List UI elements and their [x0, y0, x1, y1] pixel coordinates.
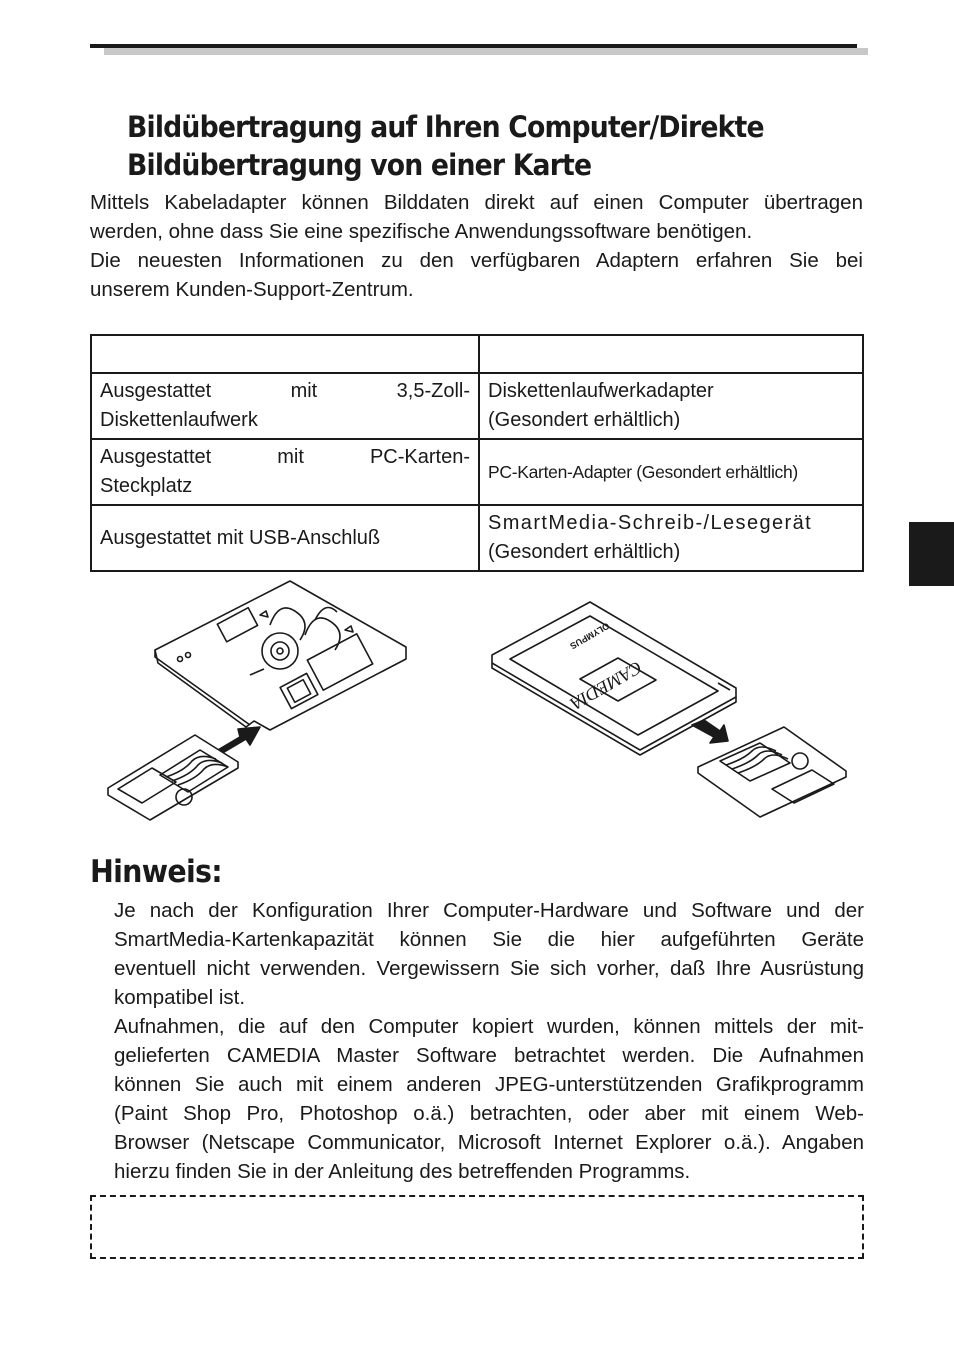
table-cell-computer: [91, 373, 479, 439]
floppy-adapter-drawing: [155, 581, 406, 730]
note-line: können Sie auch mit einem anderen JPEG-unterstützenden Grafikprogramm: [114, 1073, 864, 1096]
cell-word: mit: [277, 446, 304, 468]
page-title-line-2: Bildübertragung von einer Karte: [127, 148, 592, 182]
adapter-illustration: [100, 575, 860, 840]
card-label: CAMEDIA: [567, 657, 646, 715]
table-cell-computer: [91, 439, 479, 505]
cell-word: PC-Karten-: [369, 446, 470, 468]
table-header-cell: [479, 335, 863, 373]
table-header-row: [91, 335, 863, 373]
note-line: SmartMedia-Kartenkapazität können Sie die hier aufgeführten Geräte: [114, 928, 864, 951]
cell-line: Ausgestattet mit USB-Anschluß: [100, 526, 381, 549]
note-line: eventuell nicht verwenden. Vergewissern Sie sich vorher, daß Ihre Ausrüstung: [114, 957, 864, 980]
cell-line: SmartMedia-Schreib-/Lesegerät: [488, 512, 813, 534]
cell-word: Diskettenlaufwerk: [100, 409, 258, 431]
page-title: [127, 108, 808, 184]
note-heading: Hinweis:: [90, 854, 222, 890]
cell-line: (Gesondert erhältlich): [488, 541, 681, 563]
note-line: (Paint Shop Pro, Photoshop o.ä.) betrachten, oder aber mit einem Web-: [114, 1102, 864, 1125]
table-cell-adapter: [479, 373, 863, 439]
cell-line: (Gesondert erhältlich): [488, 409, 681, 431]
header-rule: [90, 44, 857, 48]
cell-word: Ausgestattet: [100, 446, 212, 468]
section-tab-marker: [909, 522, 954, 586]
table-row: [91, 439, 863, 505]
note-line: Browser (Netscape Communicator, Microsoft Internet Explorer o.ä.). Angaben: [114, 1131, 864, 1154]
note-line: hierzu finden Sie in der Anleitung des betreffenden Programms.: [114, 1160, 691, 1183]
cell-word: Ausgestattet: [100, 380, 212, 402]
table-row: [91, 505, 863, 571]
intro-text: [90, 188, 863, 304]
table-header-cell: [91, 335, 479, 373]
table-cell-adapter: [479, 505, 863, 571]
intro-line-2: werden, ohne dass Sie eine spezifische Anwendungssoftware benötigen.: [90, 220, 753, 243]
note-line: gelieferten CAMEDIA Master Software betrachtet werden. Die Aufnahmen: [114, 1044, 864, 1067]
cell-word: 3,5-Zoll-: [396, 380, 470, 402]
note-line: kompatibel ist.: [114, 986, 246, 1009]
table-cell-computer: [91, 505, 479, 571]
intro-line-1: Mittels Kabeladapter können Bilddaten direkt auf einen Computer übertragen: [90, 191, 863, 214]
dashed-info-box: [90, 1195, 864, 1259]
page-title-line-1: Bildübertragung auf Ihren Computer/Direkte: [127, 110, 764, 144]
smartmedia-card-left: [108, 735, 238, 820]
note-line: Aufnahmen, die auf den Computer kopiert wurden, können mittels der mit-: [114, 1015, 864, 1038]
table-cell-adapter: [479, 439, 863, 505]
cell-word: Steckplatz: [100, 475, 193, 497]
brand-label: OLYMPUS: [568, 620, 612, 652]
note-body: [114, 896, 864, 1186]
intro-line-3: Die neuesten Informationen zu den verfügbaren Adaptern erfahren Sie bei: [90, 249, 863, 272]
adapter-table: [90, 334, 864, 572]
cell-word: mit: [290, 380, 318, 402]
intro-line-4: unserem Kunden-Support-Zentrum.: [90, 278, 414, 301]
cell-line: Diskettenlaufwerkadapter: [488, 380, 714, 402]
cell-line: PC-Karten-Adapter (Gesondert erhältlich): [488, 461, 798, 482]
header-rule-shadow: [104, 48, 868, 55]
note-line: Je nach der Konfiguration Ihrer Computer-Hardware und Software und der: [114, 899, 864, 922]
table-row: [91, 373, 863, 439]
